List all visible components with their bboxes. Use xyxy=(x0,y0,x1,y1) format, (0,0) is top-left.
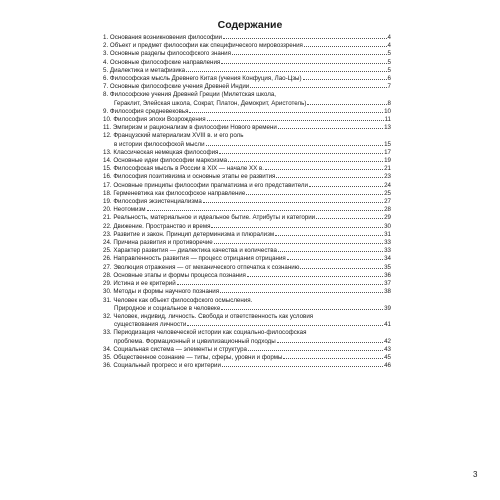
toc-entry xyxy=(103,42,391,50)
toc-entry-number: 8. xyxy=(103,91,109,99)
toc-entry xyxy=(103,362,391,370)
toc-entry-number: 20. xyxy=(103,206,112,214)
toc-entry-page: 24 xyxy=(384,181,391,189)
toc-entry-title-continuation: существования личности xyxy=(114,321,187,329)
dot-leader xyxy=(278,251,383,252)
toc-entry xyxy=(103,157,391,165)
toc-entry xyxy=(103,67,391,75)
toc-entry-number: 36. xyxy=(103,362,112,370)
toc-entry xyxy=(103,190,391,198)
toc-entry-number: 4. xyxy=(103,58,109,66)
toc-entry xyxy=(103,149,391,157)
toc-entry-page: 39 xyxy=(384,304,391,312)
toc-entry xyxy=(103,198,391,206)
dot-leader xyxy=(223,38,387,39)
toc-entry-page: 4 xyxy=(387,42,391,50)
table-of-contents xyxy=(103,34,391,370)
toc-entry-number: 28. xyxy=(103,271,112,279)
toc-entry-title: Основные принципы философии прагматизма и его представители xyxy=(113,181,308,189)
toc-entry-number: 23. xyxy=(103,230,112,238)
dot-leader xyxy=(189,112,383,113)
toc-entry-title: Философия позитивизма и основные этапы ее развития xyxy=(113,173,276,181)
toc-entry-page: 10 xyxy=(384,107,391,115)
toc-entry xyxy=(103,173,391,181)
toc-entry-page: 36 xyxy=(384,271,391,279)
toc-entry xyxy=(103,50,391,58)
toc-entry-title: Объект и предмет философии как специфического мировоззрения xyxy=(109,42,303,50)
toc-entry-page: 5 xyxy=(387,58,391,66)
dot-leader xyxy=(177,284,383,285)
toc-entry xyxy=(103,124,391,132)
toc-entry-page: 27 xyxy=(384,198,391,206)
dot-leader xyxy=(275,235,383,236)
toc-entry xyxy=(103,165,391,173)
toc-entry-title: Основные этапы и формы процесса познания xyxy=(113,271,246,279)
toc-entry-number: 21. xyxy=(103,214,112,222)
toc-entry xyxy=(103,272,391,280)
dot-leader xyxy=(220,292,383,293)
toc-entry-title-continuation: проблема. Формационный и цивилизационный подходы xyxy=(114,337,276,345)
dot-leader xyxy=(221,63,386,64)
toc-entry-title: Развитие и закон. Принцип детерминизма и плюрализм xyxy=(113,230,275,238)
toc-entry xyxy=(103,288,391,296)
toc-entry-page: 41 xyxy=(384,321,391,329)
dot-leader xyxy=(309,186,383,187)
toc-entry xyxy=(103,108,391,116)
toc-entry xyxy=(103,297,391,313)
toc-entry-page: 7 xyxy=(387,83,391,91)
dot-leader xyxy=(147,210,384,211)
toc-entry-title-continuation: в истории философской мысли xyxy=(114,140,205,148)
toc-entry-title: Эмпиризм и рационализм в философии Нового времени xyxy=(112,124,277,132)
dot-leader xyxy=(303,79,387,80)
dot-leader xyxy=(304,46,387,47)
toc-entry-title: Общественное сознание — типы, сферы, уровни и формы xyxy=(113,353,283,361)
toc-entry-number: 19. xyxy=(103,198,112,206)
toc-entry-number: 35. xyxy=(103,353,112,361)
toc-entry-title: Основные разделы философского знания xyxy=(109,50,231,58)
toc-entry-title: Основные философские направления xyxy=(109,58,221,66)
dot-leader xyxy=(307,104,386,105)
toc-entry-number: 15. xyxy=(103,165,112,173)
toc-entry-page: 42 xyxy=(384,337,391,345)
toc-entry-title: Социальная система — элементы и структура xyxy=(113,345,247,353)
dot-leader xyxy=(276,177,383,178)
toc-entry-title: Движение. Пространство и время xyxy=(113,222,211,230)
toc-entry-number: 22. xyxy=(103,222,112,230)
toc-entry xyxy=(103,214,391,222)
toc-entry-title: Неотомизм xyxy=(113,206,146,214)
toc-entry-title: Философия эпохи Возрождения xyxy=(113,116,206,124)
toc-entry-number: 18. xyxy=(103,189,112,197)
toc-entry-page: 8 xyxy=(387,99,391,107)
toc-entry-title: Характер развития — диалектика качества и количества xyxy=(113,247,277,255)
toc-entry-title: Эволюция отражения — от механического отпечатка к сознанию xyxy=(113,263,300,271)
toc-entry-page: 46 xyxy=(384,362,391,370)
toc-entry-page: 23 xyxy=(384,173,391,181)
toc-entry-number: 14. xyxy=(103,157,112,165)
toc-entry-page: 13 xyxy=(384,124,391,132)
toc-entry-title: Методы и формы научного познания xyxy=(113,288,220,296)
toc-entry xyxy=(103,239,391,247)
toc-entry-number: 29. xyxy=(103,280,112,288)
toc-entry-title-continuation: Природное и социальное в человеке xyxy=(114,304,221,312)
toc-entry-page: 35 xyxy=(384,263,391,271)
toc-entry-number: 13. xyxy=(103,148,112,156)
toc-entry-title: Философская мысль в России в XIX — начале XX в. xyxy=(113,165,264,173)
toc-entry-number: 24. xyxy=(103,239,112,247)
dot-leader xyxy=(248,350,383,351)
toc-entry-page: 43 xyxy=(384,345,391,353)
toc-entry-number: 30. xyxy=(103,288,112,296)
toc-entry-title: Классическая немецкая философия xyxy=(113,148,219,156)
dot-leader xyxy=(316,218,383,219)
toc-entry-title: Реальность, материальное и идеальное бытие. Атрибуты и категории xyxy=(113,214,316,222)
dot-leader xyxy=(206,145,384,146)
toc-entry-title: Человек как объект философского осмысления. xyxy=(113,296,253,304)
toc-entry-page: 25 xyxy=(384,189,391,197)
toc-entry-number: 11. xyxy=(103,124,112,132)
toc-entry-page: 33 xyxy=(384,239,391,247)
toc-entry-number: 31. xyxy=(103,296,112,304)
toc-entry-page: 15 xyxy=(384,140,391,148)
dot-leader xyxy=(228,161,383,162)
toc-entry-title: Направленность развития — процесс отрицания отрицания xyxy=(113,255,286,263)
toc-entry-page: 38 xyxy=(384,288,391,296)
dot-leader xyxy=(277,342,383,343)
toc-entry-title: Социальный прогресс и его критерии xyxy=(113,362,221,370)
toc-entry-number: 1. xyxy=(103,34,109,41)
toc-entry-page: 5 xyxy=(387,50,391,58)
dot-leader xyxy=(203,202,383,203)
toc-entry-title: Философская мысль Древнего Китая (учения Конфуция, Лао-Цзы) xyxy=(109,75,302,83)
toc-entry xyxy=(103,59,391,67)
toc-entry-title: Французский материализм XVIII в. и его роль xyxy=(113,132,244,140)
toc-entry xyxy=(103,34,391,42)
toc-entry-title: Философские учения Древней Греции (Милетская школа, xyxy=(109,91,277,99)
dot-leader xyxy=(186,71,386,72)
toc-entry xyxy=(103,116,391,124)
toc-entry-number: 26. xyxy=(103,255,112,263)
page-title: Содержание xyxy=(217,19,283,31)
dot-leader xyxy=(214,243,383,244)
toc-entry xyxy=(103,264,391,272)
toc-entry xyxy=(103,83,391,91)
toc-entry-title: Основания возникновения философии xyxy=(109,34,223,41)
toc-entry-title: Философия экзистенциализма xyxy=(113,198,202,206)
toc-entry xyxy=(103,346,391,354)
toc-entry-title: Основные философские учения Древней Индии xyxy=(109,83,250,91)
toc-entry-page: 30 xyxy=(384,222,391,230)
dot-leader xyxy=(219,153,383,154)
toc-entry-page: 6 xyxy=(387,75,391,83)
dot-leader xyxy=(283,358,383,359)
dot-leader xyxy=(222,366,383,367)
toc-entry-title: Истина и ее критерий xyxy=(113,280,176,288)
toc-entry-title: Периодизация человеческой истории как социально-философская xyxy=(113,329,307,337)
toc-entry xyxy=(103,329,391,345)
toc-entry-title: Философия средневековья xyxy=(109,107,189,115)
toc-entry-page: 31 xyxy=(384,230,391,238)
dot-leader xyxy=(207,120,384,121)
toc-entry-number: 27. xyxy=(103,263,112,271)
toc-entry xyxy=(103,182,391,190)
toc-entry-page: 11 xyxy=(384,116,391,124)
toc-entry-title: Основные идеи философии марксизма xyxy=(113,157,228,165)
toc-entry xyxy=(103,91,391,107)
dot-leader xyxy=(300,268,383,269)
toc-entry xyxy=(103,313,391,329)
toc-entry-number: 25. xyxy=(103,247,112,255)
toc-entry-page: 4 xyxy=(387,34,391,41)
toc-entry-page: 45 xyxy=(384,353,391,361)
toc-entry-number: 5. xyxy=(103,66,109,74)
toc-entry-number: 34. xyxy=(103,345,112,353)
toc-entry-page: 37 xyxy=(384,280,391,288)
toc-entry-number: 3. xyxy=(103,50,109,58)
toc-entry-number: 7. xyxy=(103,83,109,91)
toc-entry-number: 32. xyxy=(103,312,112,320)
toc-entry-page: 34 xyxy=(384,255,391,263)
dot-leader xyxy=(250,87,386,88)
toc-entry xyxy=(103,231,391,239)
toc-entry xyxy=(103,247,391,255)
toc-entry-page: 17 xyxy=(384,148,391,156)
toc-entry xyxy=(103,75,391,83)
toc-entry-page: 21 xyxy=(384,165,391,173)
toc-entry-number: 6. xyxy=(103,75,109,83)
page-number: 3 xyxy=(473,470,478,479)
toc-entry-page: 28 xyxy=(384,206,391,214)
dot-leader xyxy=(187,325,383,326)
toc-entry-number: 12. xyxy=(103,132,112,140)
dot-leader xyxy=(265,169,383,170)
toc-entry-title: Герменевтика как философское направление xyxy=(113,189,246,197)
dot-leader xyxy=(211,227,383,228)
toc-entry-title-continuation: Гераклит, Элейская школа, Сократ, Платон, Демокрит, Аристотель) xyxy=(114,99,307,107)
dot-leader xyxy=(246,194,383,195)
toc-entry-page: 33 xyxy=(384,247,391,255)
toc-entry-number: 16. xyxy=(103,173,112,181)
toc-entry-number: 17. xyxy=(103,181,112,189)
toc-entry-page: 5 xyxy=(387,66,391,74)
toc-entry-number: 2. xyxy=(103,42,109,50)
toc-entry-number: 33. xyxy=(103,329,112,337)
toc-entry-title: Причина развития и противоречие xyxy=(113,239,213,247)
toc-entry-page: 19 xyxy=(384,157,391,165)
dot-leader xyxy=(232,54,387,55)
toc-entry xyxy=(103,280,391,288)
toc-entry-number: 9. xyxy=(103,107,109,115)
dot-leader xyxy=(247,276,383,277)
toc-entry xyxy=(103,354,391,362)
toc-entry xyxy=(103,206,391,214)
toc-entry xyxy=(103,255,391,263)
dot-leader xyxy=(278,128,383,129)
toc-entry xyxy=(103,223,391,231)
toc-entry-title: Диалектика и метафизика xyxy=(109,66,186,74)
toc-entry-page: 29 xyxy=(384,214,391,222)
dot-leader xyxy=(221,309,383,310)
toc-entry-title: Человек, индивид, личность. Свобода и ответственность как условия xyxy=(113,312,314,320)
dot-leader xyxy=(287,259,383,260)
toc-entry-number: 10. xyxy=(103,116,112,124)
toc-entry xyxy=(103,132,391,148)
